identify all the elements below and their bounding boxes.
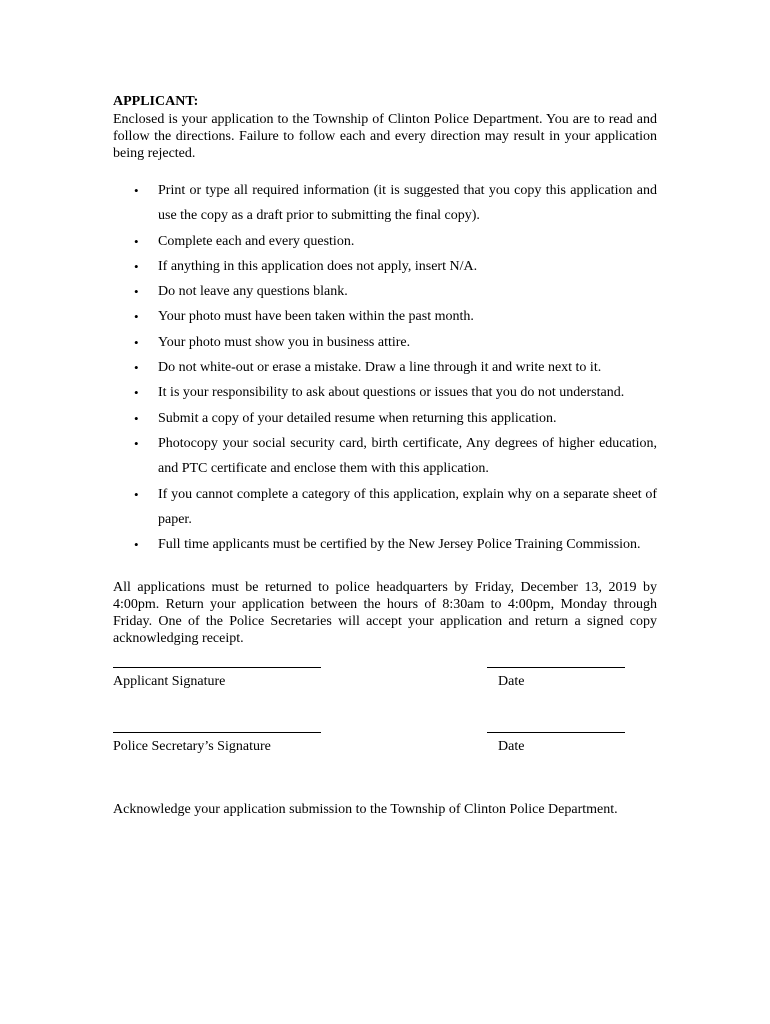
applicant-date-line[interactable] xyxy=(487,667,625,668)
secretary-signature-line[interactable] xyxy=(113,732,321,733)
list-item-text: It is your responsibility to ask about questions or issues that you do not understand. xyxy=(158,385,625,401)
bullet-icon: • xyxy=(134,284,139,300)
bullet-icon: • xyxy=(134,410,139,426)
secretary-signature-label: Police Secretary’s Signature xyxy=(113,739,271,754)
applicant-signature-label: Applicant Signature xyxy=(113,674,226,689)
document-body xyxy=(113,93,657,647)
list-item xyxy=(113,178,657,229)
list-item xyxy=(113,279,657,304)
list-item-text: If you cannot complete a category of this application, explain why on a separate sheet of paper. xyxy=(158,486,657,527)
list-item-text: If anything in this application does not apply, insert N/A. xyxy=(158,258,478,274)
list-item-text: Print or type all required information (it is suggested that you copy this application and use the copy as a draft prior to submitting the final copy). xyxy=(158,183,657,224)
applicant-signature-row xyxy=(113,667,657,707)
acknowledgement-text: Acknowledge your application submission to the Township of Clinton Police Department. xyxy=(113,802,618,817)
list-item-text: Full time applicants must be certified by the New Jersey Police Training Commission. xyxy=(158,537,641,553)
list-item xyxy=(113,532,657,557)
list-item-text: Your photo must show you in business attire. xyxy=(158,334,411,350)
bullet-icon: • xyxy=(134,435,139,451)
list-item xyxy=(113,406,657,431)
bullet-icon: • xyxy=(134,309,139,325)
list-item xyxy=(113,482,657,533)
bullet-icon: • xyxy=(134,233,139,249)
list-item xyxy=(113,229,657,254)
list-item-text: Complete each and every question. xyxy=(158,233,355,249)
bullet-icon: • xyxy=(134,385,139,401)
bullet-icon: • xyxy=(134,537,139,553)
bullet-icon: • xyxy=(134,258,139,274)
bullet-icon: • xyxy=(134,486,139,502)
list-item xyxy=(113,355,657,380)
list-item xyxy=(113,380,657,405)
applicant-signature-line[interactable] xyxy=(113,667,321,668)
list-item xyxy=(113,431,657,482)
list-item xyxy=(113,330,657,355)
bullet-icon: • xyxy=(134,183,139,198)
list-item-text: Submit a copy of your detailed resume when returning this application. xyxy=(158,410,557,426)
closing-paragraph: All applications must be returned to police headquarters by Friday, December 13, 2019 by 4:00pm. Return your application between the hours of 8:30am to 4:00pm, Monday through Friday. One of the Police Secretaries will accept your application and return a signed copy acknowledging receipt. xyxy=(113,580,657,647)
intro-paragraph: Enclosed is your application to the Township of Clinton Police Department. You are to read and follow the directions. Failure to follow each and every direction may result in your application being rejected. xyxy=(113,112,657,161)
list-item xyxy=(113,254,657,279)
instructions-list xyxy=(113,178,657,557)
bullet-icon: • xyxy=(134,334,139,350)
list-item-text: Do not leave any questions blank. xyxy=(158,284,348,300)
secretary-date-label: Date xyxy=(498,739,525,754)
list-item xyxy=(113,304,657,329)
secretary-date-line[interactable] xyxy=(487,732,625,733)
applicant-date-label: Date xyxy=(498,674,525,689)
list-item-text: Do not white-out or erase a mistake. Draw a line through it and write next to it. xyxy=(158,360,602,376)
list-item-text: Photocopy your social security card, birth certificate, Any degrees of higher education, and PTC certificate and enclose them with this application. xyxy=(158,435,657,477)
bullet-icon: • xyxy=(134,360,139,376)
applicant-heading: APPLICANT: xyxy=(113,94,199,109)
secretary-signature-row xyxy=(113,732,657,772)
list-item-text: Your photo must have been taken within the past month. xyxy=(158,309,474,325)
